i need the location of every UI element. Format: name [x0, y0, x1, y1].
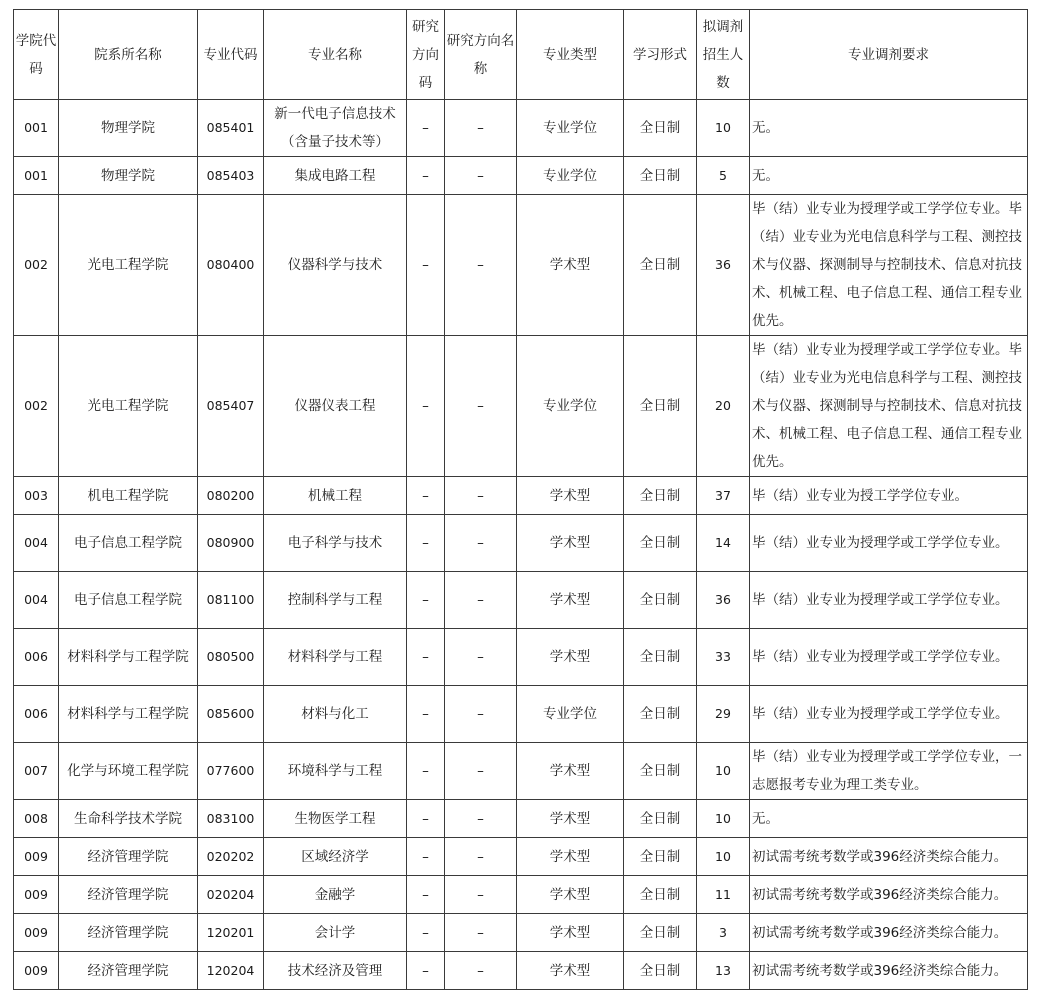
college-code-cell: 006 [14, 686, 59, 743]
major-name-cell: 材料科学与工程 [264, 629, 407, 686]
header-major-code: 专业代码 [198, 10, 264, 100]
header-requirement: 专业调剂要求 [750, 10, 1028, 100]
major-name-cell: 环境科学与工程 [264, 743, 407, 800]
quota-cell: 37 [697, 477, 750, 515]
direction-code-cell: – [407, 477, 445, 515]
direction-code-cell: – [407, 876, 445, 914]
major-type-cell: 学术型 [517, 629, 624, 686]
major-name-cell: 机械工程 [264, 477, 407, 515]
major-name-cell: 控制科学与工程 [264, 572, 407, 629]
table-row [14, 157, 1028, 195]
major-code-cell: 085600 [198, 686, 264, 743]
study-form-cell: 全日制 [624, 572, 697, 629]
college-name-cell: 材料科学与工程学院 [59, 629, 198, 686]
major-code-cell: 080400 [198, 195, 264, 336]
table-row [14, 572, 1028, 629]
table-row [14, 100, 1028, 157]
direction-code-cell: – [407, 572, 445, 629]
direction-code-cell: – [407, 100, 445, 157]
college-name-cell: 经济管理学院 [59, 838, 198, 876]
direction-name-cell: – [445, 515, 517, 572]
header-direction-name: 研究方向名称 [445, 10, 517, 100]
major-name-cell: 新一代电子信息技术（含量子技术等） [264, 100, 407, 157]
requirement-cell: 毕（结）业专业为授理学或工学学位专业。毕（结）业专业为光电信息科学与工程、测控技术与仪器、探测制导与控制技术、信息对抗技术、机械工程、电子信息工程、通信工程专业优先。 [750, 195, 1028, 336]
direction-name-cell: – [445, 195, 517, 336]
direction-name-cell: – [445, 629, 517, 686]
requirement-cell: 毕（结）业专业为授理学或工学学位专业。 [750, 515, 1028, 572]
major-code-cell: 080900 [198, 515, 264, 572]
major-name-cell: 生物医学工程 [264, 800, 407, 838]
college-code-cell: 002 [14, 336, 59, 477]
major-type-cell: 学术型 [517, 572, 624, 629]
study-form-cell: 全日制 [624, 157, 697, 195]
college-code-cell: 001 [14, 100, 59, 157]
direction-name-cell: – [445, 686, 517, 743]
major-type-cell: 专业学位 [517, 157, 624, 195]
direction-name-cell: – [445, 914, 517, 952]
major-type-cell: 学术型 [517, 800, 624, 838]
college-name-cell: 化学与环境工程学院 [59, 743, 198, 800]
direction-name-cell: – [445, 800, 517, 838]
table-row [14, 952, 1028, 990]
direction-code-cell: – [407, 952, 445, 990]
requirement-cell: 毕（结）业专业为授工学学位专业。 [750, 477, 1028, 515]
quota-cell: 33 [697, 629, 750, 686]
study-form-cell: 全日制 [624, 914, 697, 952]
major-name-cell: 电子科学与技术 [264, 515, 407, 572]
major-type-cell: 专业学位 [517, 336, 624, 477]
table-row [14, 800, 1028, 838]
requirement-cell: 毕（结）业专业为授理学或工学学位专业。毕（结）业专业为光电信息科学与工程、测控技术与仪器、探测制导与控制技术、信息对抗技术、机械工程、电子信息工程、通信工程专业优先。 [750, 336, 1028, 477]
requirement-cell: 初试需考统考数学或396经济类综合能力。 [750, 914, 1028, 952]
college-code-cell: 009 [14, 952, 59, 990]
study-form-cell: 全日制 [624, 629, 697, 686]
requirement-cell: 毕（结）业专业为授理学或工学学位专业。 [750, 629, 1028, 686]
header-major-name: 专业名称 [264, 10, 407, 100]
quota-cell: 13 [697, 952, 750, 990]
study-form-cell: 全日制 [624, 838, 697, 876]
major-type-cell: 学术型 [517, 515, 624, 572]
major-code-cell: 120204 [198, 952, 264, 990]
quota-cell: 10 [697, 838, 750, 876]
direction-code-cell: – [407, 800, 445, 838]
major-type-cell: 学术型 [517, 477, 624, 515]
requirement-cell: 无。 [750, 157, 1028, 195]
study-form-cell: 全日制 [624, 195, 697, 336]
college-name-cell: 机电工程学院 [59, 477, 198, 515]
study-form-cell: 全日制 [624, 100, 697, 157]
quota-cell: 3 [697, 914, 750, 952]
direction-name-cell: – [445, 100, 517, 157]
study-form-cell: 全日制 [624, 743, 697, 800]
requirement-cell: 毕（结）业专业为授理学或工学学位专业。 [750, 686, 1028, 743]
quota-cell: 36 [697, 195, 750, 336]
direction-code-cell: – [407, 914, 445, 952]
major-code-cell: 077600 [198, 743, 264, 800]
major-code-cell: 080500 [198, 629, 264, 686]
major-type-cell: 专业学位 [517, 100, 624, 157]
requirement-cell: 初试需考统考数学或396经济类综合能力。 [750, 876, 1028, 914]
table-row [14, 629, 1028, 686]
college-code-cell: 004 [14, 572, 59, 629]
college-code-cell: 004 [14, 515, 59, 572]
direction-code-cell: – [407, 838, 445, 876]
table-row [14, 336, 1028, 477]
direction-code-cell: – [407, 515, 445, 572]
college-name-cell: 物理学院 [59, 157, 198, 195]
study-form-cell: 全日制 [624, 876, 697, 914]
table-row [14, 477, 1028, 515]
table-row [14, 876, 1028, 914]
major-name-cell: 技术经济及管理 [264, 952, 407, 990]
table-row [14, 515, 1028, 572]
direction-code-cell: – [407, 743, 445, 800]
college-name-cell: 电子信息工程学院 [59, 515, 198, 572]
college-code-cell: 003 [14, 477, 59, 515]
adjustment-table [13, 9, 1028, 990]
quota-cell: 29 [697, 686, 750, 743]
header-college-name: 院系所名称 [59, 10, 198, 100]
major-name-cell: 会计学 [264, 914, 407, 952]
major-name-cell: 集成电路工程 [264, 157, 407, 195]
requirement-cell: 无。 [750, 100, 1028, 157]
college-code-cell: 009 [14, 914, 59, 952]
direction-name-cell: – [445, 952, 517, 990]
study-form-cell: 全日制 [624, 336, 697, 477]
major-type-cell: 学术型 [517, 743, 624, 800]
major-type-cell: 专业学位 [517, 686, 624, 743]
major-code-cell: 085403 [198, 157, 264, 195]
college-name-cell: 经济管理学院 [59, 952, 198, 990]
college-code-cell: 009 [14, 838, 59, 876]
direction-code-cell: – [407, 686, 445, 743]
college-code-cell: 008 [14, 800, 59, 838]
direction-name-cell: – [445, 336, 517, 477]
header-major-type: 专业类型 [517, 10, 624, 100]
table-row [14, 743, 1028, 800]
major-code-cell: 080200 [198, 477, 264, 515]
study-form-cell: 全日制 [624, 515, 697, 572]
direction-name-cell: – [445, 876, 517, 914]
quota-cell: 10 [697, 800, 750, 838]
college-name-cell: 光电工程学院 [59, 195, 198, 336]
requirement-cell: 初试需考统考数学或396经济类综合能力。 [750, 952, 1028, 990]
quota-cell: 36 [697, 572, 750, 629]
major-type-cell: 学术型 [517, 952, 624, 990]
direction-name-cell: – [445, 477, 517, 515]
college-code-cell: 007 [14, 743, 59, 800]
major-name-cell: 仪器科学与技术 [264, 195, 407, 336]
major-code-cell: 020204 [198, 876, 264, 914]
major-code-cell: 085407 [198, 336, 264, 477]
major-code-cell: 020202 [198, 838, 264, 876]
header-direction-code: 研究方向码 [407, 10, 445, 100]
college-code-cell: 002 [14, 195, 59, 336]
major-name-cell: 金融学 [264, 876, 407, 914]
requirement-cell: 毕（结）业专业为授理学或工学学位专业，一志愿报考专业为理工类专业。 [750, 743, 1028, 800]
study-form-cell: 全日制 [624, 800, 697, 838]
college-name-cell: 光电工程学院 [59, 336, 198, 477]
quota-cell: 5 [697, 157, 750, 195]
college-name-cell: 物理学院 [59, 100, 198, 157]
major-code-cell: 081100 [198, 572, 264, 629]
major-type-cell: 学术型 [517, 195, 624, 336]
quota-cell: 20 [697, 336, 750, 477]
header-quota: 拟调剂招生人数 [697, 10, 750, 100]
major-code-cell: 083100 [198, 800, 264, 838]
quota-cell: 10 [697, 100, 750, 157]
college-name-cell: 经济管理学院 [59, 876, 198, 914]
college-name-cell: 材料科学与工程学院 [59, 686, 198, 743]
direction-code-cell: – [407, 195, 445, 336]
major-code-cell: 085401 [198, 100, 264, 157]
requirement-cell: 初试需考统考数学或396经济类综合能力。 [750, 838, 1028, 876]
direction-code-cell: – [407, 336, 445, 477]
direction-name-cell: – [445, 743, 517, 800]
major-type-cell: 学术型 [517, 838, 624, 876]
direction-name-cell: – [445, 572, 517, 629]
quota-cell: 11 [697, 876, 750, 914]
major-name-cell: 区域经济学 [264, 838, 407, 876]
header-row [14, 10, 1028, 100]
direction-code-cell: – [407, 629, 445, 686]
college-name-cell: 生命科学技术学院 [59, 800, 198, 838]
college-name-cell: 经济管理学院 [59, 914, 198, 952]
major-name-cell: 仪器仪表工程 [264, 336, 407, 477]
quota-cell: 10 [697, 743, 750, 800]
table-row [14, 914, 1028, 952]
direction-name-cell: – [445, 157, 517, 195]
college-name-cell: 电子信息工程学院 [59, 572, 198, 629]
header-study-form: 学习形式 [624, 10, 697, 100]
major-code-cell: 120201 [198, 914, 264, 952]
table-row [14, 686, 1028, 743]
table-row [14, 838, 1028, 876]
major-type-cell: 学术型 [517, 876, 624, 914]
quota-cell: 14 [697, 515, 750, 572]
study-form-cell: 全日制 [624, 477, 697, 515]
study-form-cell: 全日制 [624, 686, 697, 743]
study-form-cell: 全日制 [624, 952, 697, 990]
major-name-cell: 材料与化工 [264, 686, 407, 743]
direction-code-cell: – [407, 157, 445, 195]
college-code-cell: 009 [14, 876, 59, 914]
college-code-cell: 001 [14, 157, 59, 195]
direction-name-cell: – [445, 838, 517, 876]
table-row [14, 195, 1028, 336]
requirement-cell: 无。 [750, 800, 1028, 838]
requirement-cell: 毕（结）业专业为授理学或工学学位专业。 [750, 572, 1028, 629]
header-college-code: 学院代码 [14, 10, 59, 100]
college-code-cell: 006 [14, 629, 59, 686]
major-type-cell: 学术型 [517, 914, 624, 952]
